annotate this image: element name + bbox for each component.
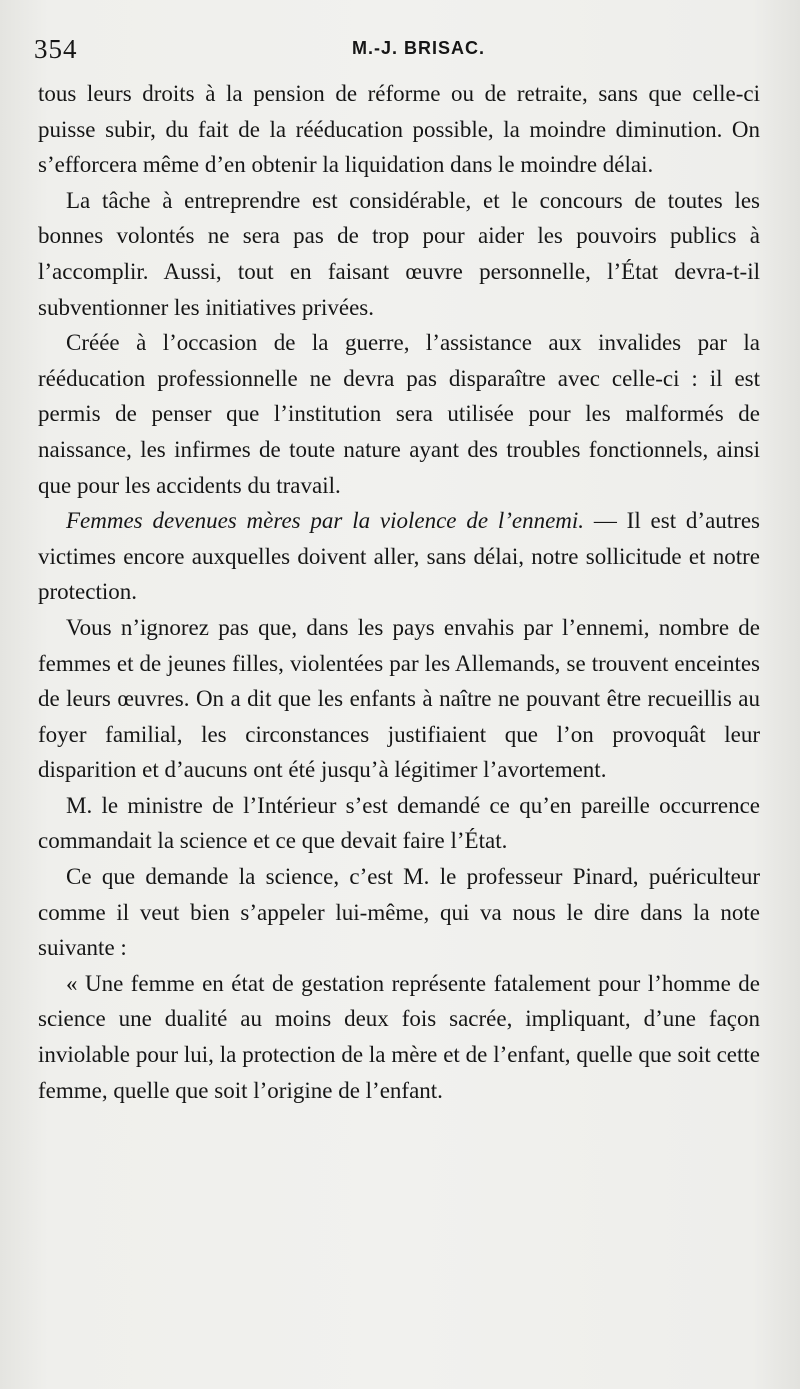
page-number: 354 xyxy=(34,34,78,64)
paragraph-4 xyxy=(38,503,760,610)
body-text xyxy=(38,76,760,1108)
paragraph-8: « Une femme en état de gestation représente fatalement pour l’homme de science une dualité au moins deux fois sacrée, impliquant, d’une façon inviolable pour lui, la protection de la mère et de l’enfant, quelle que soit cette femme, quelle que soit l’origine de l’enfant. xyxy=(38,970,760,1103)
paragraph-3: Créée à l’occasion de la guerre, l’assistance aux invalides par la rééducation professionnelle ne devra pas disparaître avec celle-ci : il est permis de penser que l’institution sera utilisée pour les malformés de naissance, les infirmes de toute nature ayant des troubles fonctionnels, ainsi que pour les accidents du travail. xyxy=(38,330,760,498)
paragraph-6: M. le ministre de l’Intérieur s’est demandé ce qu’en pareille occurrence commandait la science et ce que devait faire l’État. xyxy=(38,792,760,854)
paragraph-5: Vous n’ignorez pas que, dans les pays envahis par l’ennemi, nombre de femmes et de jeunes filles, violentées par les Allemands, se trouvent enceintes de leurs œuvres. On a dit que les enfants à naître ne pouvant être recueillis au foyer familial, les circonstances justifiaient que l’on provoquât leur disparition et d’aucuns ont été jusqu’à légitimer l’avortement. xyxy=(38,614,760,783)
section-heading: Femmes devenues mères par la violence de l’ennemi. xyxy=(66,508,585,534)
paragraph-7: Ce que demande la science, c’est M. le professeur Pinard, puériculteur comme il veut bien s’appeler lui-même, qui va nous le dire dans la note suivante : xyxy=(38,864,760,961)
paragraph-1: tous leurs droits à la pension de réforme ou de retraite, sans que celle-ci puisse subir, du fait de la rééducation possible, la moindre diminution. On s’efforcera même d’en obtenir la liquidation dans le moindre délai. xyxy=(38,81,760,178)
paragraph-4-text: — Il est d’autres victimes encore auxquelles doivent aller, sans délai, notre sollicitude et notre protection. xyxy=(38,508,760,605)
page-header xyxy=(34,34,760,64)
running-head: M.-J. BRISAC. xyxy=(352,38,486,58)
paragraph-2: La tâche à entreprendre est considérable, et le concours de toutes les bonnes volontés ne sera pas de trop pour aider les pouvoirs publics à l’accomplir. Aussi, tout en faisant œuvre personnelle, l’État devra-t-il subventionner les initiatives privées. xyxy=(38,187,760,320)
